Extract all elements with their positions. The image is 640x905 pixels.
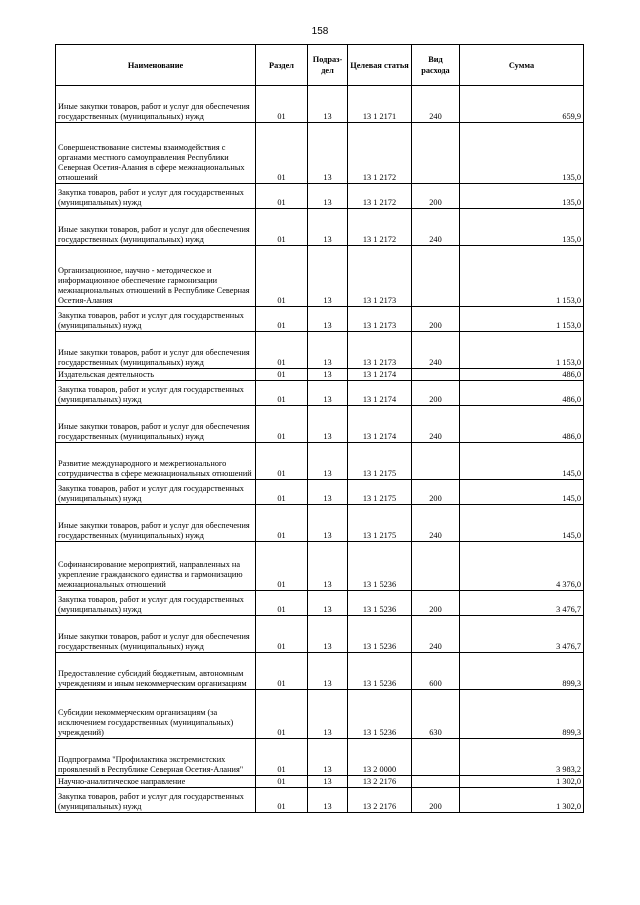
cell-target: 13 1 2175 [348, 480, 412, 505]
cell-sum: 899,3 [460, 690, 584, 739]
cell-target: 13 1 2172 [348, 123, 412, 184]
cell-name: Закупка товаров, работ и услуг для государственных (муниципальных) нужд [56, 480, 256, 505]
cell-section: 01 [256, 246, 308, 307]
table-row [56, 776, 584, 788]
cell-sum: 1 302,0 [460, 788, 584, 813]
cell-name: Издательская деятельность [56, 369, 256, 381]
cell-subsection: 13 [308, 307, 348, 332]
cell-section: 01 [256, 776, 308, 788]
cell-expense-type: 200 [412, 307, 460, 332]
cell-expense-type [412, 369, 460, 381]
table-row [56, 480, 584, 505]
table-row [56, 505, 584, 542]
cell-subsection: 13 [308, 591, 348, 616]
cell-section: 01 [256, 739, 308, 776]
cell-section: 01 [256, 480, 308, 505]
cell-sum: 145,0 [460, 480, 584, 505]
cell-section: 01 [256, 653, 308, 690]
cell-expense-type [412, 246, 460, 307]
table-row [56, 690, 584, 739]
table-row [56, 86, 584, 123]
cell-sum: 3 983,2 [460, 739, 584, 776]
table-row [56, 591, 584, 616]
cell-target: 13 1 2174 [348, 381, 412, 406]
cell-target: 13 1 2172 [348, 184, 412, 209]
table-row [56, 788, 584, 813]
cell-subsection: 13 [308, 369, 348, 381]
cell-subsection: 13 [308, 505, 348, 542]
cell-name: Совершенствование системы взаимодействия с органами местного самоуправления Республики Северная Осетия-Алания в сфере межнациональных отношений [56, 123, 256, 184]
cell-subsection: 13 [308, 184, 348, 209]
cell-target: 13 1 5236 [348, 616, 412, 653]
cell-subsection: 13 [308, 86, 348, 123]
cell-name: Закупка товаров, работ и услуг для государственных (муниципальных) нужд [56, 307, 256, 332]
cell-expense-type: 240 [412, 209, 460, 246]
cell-target: 13 1 2174 [348, 369, 412, 381]
cell-sum: 486,0 [460, 381, 584, 406]
cell-expense-type: 200 [412, 480, 460, 505]
cell-name: Иные закупки товаров, работ и услуг для обеспечения государственных (муниципальных) нужд [56, 616, 256, 653]
cell-expense-type: 200 [412, 788, 460, 813]
cell-target: 13 1 2175 [348, 505, 412, 542]
cell-name: Иные закупки товаров, работ и услуг для обеспечения государственных (муниципальных) нужд [56, 86, 256, 123]
cell-target: 13 1 2171 [348, 86, 412, 123]
cell-expense-type [412, 776, 460, 788]
cell-expense-type [412, 542, 460, 591]
cell-target: 13 1 2173 [348, 246, 412, 307]
cell-subsection: 13 [308, 406, 348, 443]
cell-subsection: 13 [308, 788, 348, 813]
cell-subsection: 13 [308, 246, 348, 307]
header-subsection: Подраз-дел [308, 45, 348, 86]
cell-section: 01 [256, 406, 308, 443]
cell-sum: 135,0 [460, 209, 584, 246]
cell-section: 01 [256, 505, 308, 542]
cell-section: 01 [256, 542, 308, 591]
cell-sum: 1 153,0 [460, 332, 584, 369]
cell-subsection: 13 [308, 123, 348, 184]
cell-expense-type [412, 739, 460, 776]
cell-expense-type: 630 [412, 690, 460, 739]
cell-subsection: 13 [308, 776, 348, 788]
cell-sum: 135,0 [460, 184, 584, 209]
cell-section: 01 [256, 443, 308, 480]
cell-target: 13 1 5236 [348, 591, 412, 616]
cell-name: Иные закупки товаров, работ и услуг для обеспечения государственных (муниципальных) нужд [56, 406, 256, 443]
table-row [56, 307, 584, 332]
cell-name: Закупка товаров, работ и услуг для государственных (муниципальных) нужд [56, 788, 256, 813]
cell-expense-type: 240 [412, 86, 460, 123]
cell-section: 01 [256, 123, 308, 184]
cell-section: 01 [256, 788, 308, 813]
cell-sum: 3 476,7 [460, 591, 584, 616]
cell-target: 13 2 0000 [348, 739, 412, 776]
cell-expense-type: 240 [412, 332, 460, 369]
cell-name: Иные закупки товаров, работ и услуг для обеспечения государственных (муниципальных) нужд [56, 505, 256, 542]
table-row [56, 653, 584, 690]
cell-subsection: 13 [308, 209, 348, 246]
cell-target: 13 1 5236 [348, 542, 412, 591]
cell-sum: 486,0 [460, 369, 584, 381]
cell-expense-type: 600 [412, 653, 460, 690]
cell-expense-type [412, 123, 460, 184]
cell-sum: 486,0 [460, 406, 584, 443]
cell-target: 13 1 5236 [348, 653, 412, 690]
cell-subsection: 13 [308, 690, 348, 739]
cell-name: Субсидии некоммерческим организациям (за исключением государственных (муниципальных) учреждений) [56, 690, 256, 739]
cell-expense-type: 240 [412, 616, 460, 653]
cell-name: Организационное, научно - методическое и информационное обеспечение гармонизации межнациональных отношений в Республике Северная Осетия-Алания [56, 246, 256, 307]
cell-name: Иные закупки товаров, работ и услуг для обеспечения государственных (муниципальных) нужд [56, 209, 256, 246]
header-section: Раздел [256, 45, 308, 86]
cell-expense-type: 200 [412, 381, 460, 406]
cell-name: Подпрограмма "Профилактика экстремистских проявлений в Республике Северная Осетия-Алания" [56, 739, 256, 776]
cell-target: 13 2 2176 [348, 776, 412, 788]
table-row [56, 332, 584, 369]
cell-name: Софинансирование мероприятий, направленных на укрепление гражданского единства и гармонизацию межнациональных отношений [56, 542, 256, 591]
cell-section: 01 [256, 616, 308, 653]
table-row [56, 369, 584, 381]
cell-subsection: 13 [308, 381, 348, 406]
cell-expense-type: 200 [412, 591, 460, 616]
cell-name: Предоставление субсидий бюджетным, автономным учреждениям и иным некоммерческим организациям [56, 653, 256, 690]
cell-subsection: 13 [308, 480, 348, 505]
cell-section: 01 [256, 591, 308, 616]
cell-section: 01 [256, 307, 308, 332]
cell-section: 01 [256, 209, 308, 246]
cell-sum: 1 302,0 [460, 776, 584, 788]
cell-section: 01 [256, 332, 308, 369]
cell-target: 13 1 2174 [348, 406, 412, 443]
table-row [56, 542, 584, 591]
cell-name: Закупка товаров, работ и услуг для государственных (муниципальных) нужд [56, 381, 256, 406]
cell-name: Закупка товаров, работ и услуг для государственных (муниципальных) нужд [56, 591, 256, 616]
cell-section: 01 [256, 184, 308, 209]
cell-subsection: 13 [308, 332, 348, 369]
cell-expense-type: 200 [412, 184, 460, 209]
table-row [56, 123, 584, 184]
cell-section: 01 [256, 86, 308, 123]
cell-subsection: 13 [308, 739, 348, 776]
cell-subsection: 13 [308, 653, 348, 690]
cell-section: 01 [256, 381, 308, 406]
cell-target: 13 1 2173 [348, 307, 412, 332]
cell-expense-type [412, 443, 460, 480]
budget-table [55, 44, 584, 813]
cell-sum: 1 153,0 [460, 246, 584, 307]
table-body [56, 86, 584, 813]
table-row [56, 209, 584, 246]
table-row [56, 184, 584, 209]
cell-name: Развитие международного и межрегионального сотрудничества в сфере межнациональных отношений [56, 443, 256, 480]
table-header-row [56, 45, 584, 86]
cell-sum: 135,0 [460, 123, 584, 184]
header-sum: Сумма [460, 45, 584, 86]
cell-subsection: 13 [308, 542, 348, 591]
cell-sum: 3 476,7 [460, 616, 584, 653]
cell-sum: 4 376,0 [460, 542, 584, 591]
cell-target: 13 1 2173 [348, 332, 412, 369]
cell-sum: 659,9 [460, 86, 584, 123]
table-row [56, 443, 584, 480]
header-expense-type: Вид расхода [412, 45, 460, 86]
table-row [56, 739, 584, 776]
header-name: Наименование [56, 45, 256, 86]
cell-section: 01 [256, 369, 308, 381]
table-row [56, 246, 584, 307]
table-row [56, 406, 584, 443]
cell-name: Научно-аналитическое направление [56, 776, 256, 788]
cell-sum: 145,0 [460, 443, 584, 480]
cell-sum: 145,0 [460, 505, 584, 542]
table-row [56, 616, 584, 653]
cell-target: 13 1 2175 [348, 443, 412, 480]
cell-name: Закупка товаров, работ и услуг для государственных (муниципальных) нужд [56, 184, 256, 209]
cell-sum: 1 153,0 [460, 307, 584, 332]
cell-target: 13 1 2172 [348, 209, 412, 246]
cell-sum: 899,3 [460, 653, 584, 690]
cell-name: Иные закупки товаров, работ и услуг для обеспечения государственных (муниципальных) нужд [56, 332, 256, 369]
cell-subsection: 13 [308, 616, 348, 653]
cell-expense-type: 240 [412, 505, 460, 542]
cell-target: 13 2 2176 [348, 788, 412, 813]
page-number: 158 [311, 26, 329, 37]
cell-subsection: 13 [308, 443, 348, 480]
cell-target: 13 1 5236 [348, 690, 412, 739]
cell-expense-type: 240 [412, 406, 460, 443]
cell-section: 01 [256, 690, 308, 739]
header-target: Целевая статья [348, 45, 412, 86]
table-row [56, 381, 584, 406]
